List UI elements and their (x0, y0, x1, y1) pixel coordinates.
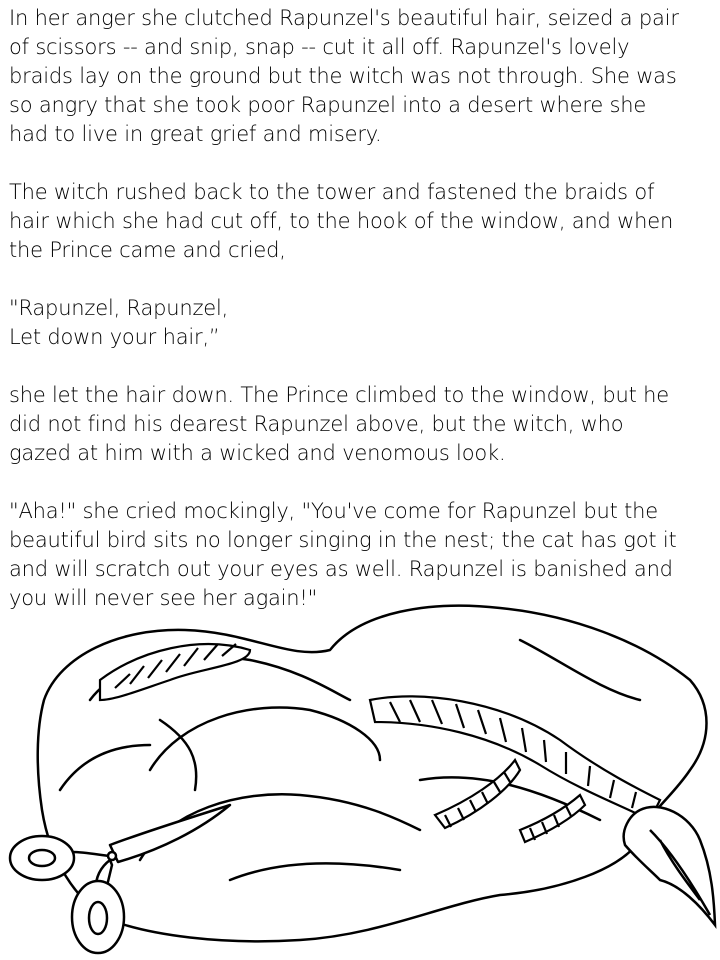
text-line: The witch rushed back to the tower and fastened the braids of (9, 180, 655, 204)
paragraph-3-verse (9, 294, 714, 352)
text-line: and will scratch out your eyes as well. Rapunzel is banished and (9, 557, 673, 581)
text-line: of scissors -- and snip, snap -- cut it all off. Rapunzel's lovely (9, 35, 630, 59)
braid-tassel (624, 807, 715, 925)
text-line: she let the hair down. The Prince climbed to the window, but he (9, 383, 669, 407)
paragraph-5 (9, 497, 714, 613)
text-line: "Rapunzel, Rapunzel, (9, 296, 229, 320)
paragraph-4 (9, 381, 714, 468)
text-line: hair which she had cut off, to the hook of the window, and when (9, 209, 674, 233)
text-line: "Aha!" she cried mockingly, "You've come for Rapunzel but the (9, 499, 658, 523)
paragraph-2 (9, 178, 714, 265)
text-line: In her anger she clutched Rapunzel's beautiful hair, seized a pair (9, 6, 679, 30)
text-line: had to live in great grief and misery. (9, 122, 382, 146)
story-text (9, 4, 714, 642)
text-line: gazed at him with a wicked and venomous look. (9, 441, 506, 465)
paragraph-1 (9, 4, 714, 149)
text-line: so angry that she took poor Rapunzel into a desert where she (9, 93, 647, 117)
text-line: the Prince came and cried, (9, 238, 286, 262)
text-line: Let down your hair,” (9, 325, 220, 349)
text-line: beautiful bird sits no longer singing in the nest; the cat has got it (9, 528, 677, 552)
braids-illustration (0, 598, 720, 960)
text-line: braids lay on the ground but the witch was not through. She was (9, 64, 677, 88)
text-line: did not find his dearest Rapunzel above, but the witch, who (9, 412, 624, 436)
text-line: you will never see her again!" (9, 586, 318, 610)
